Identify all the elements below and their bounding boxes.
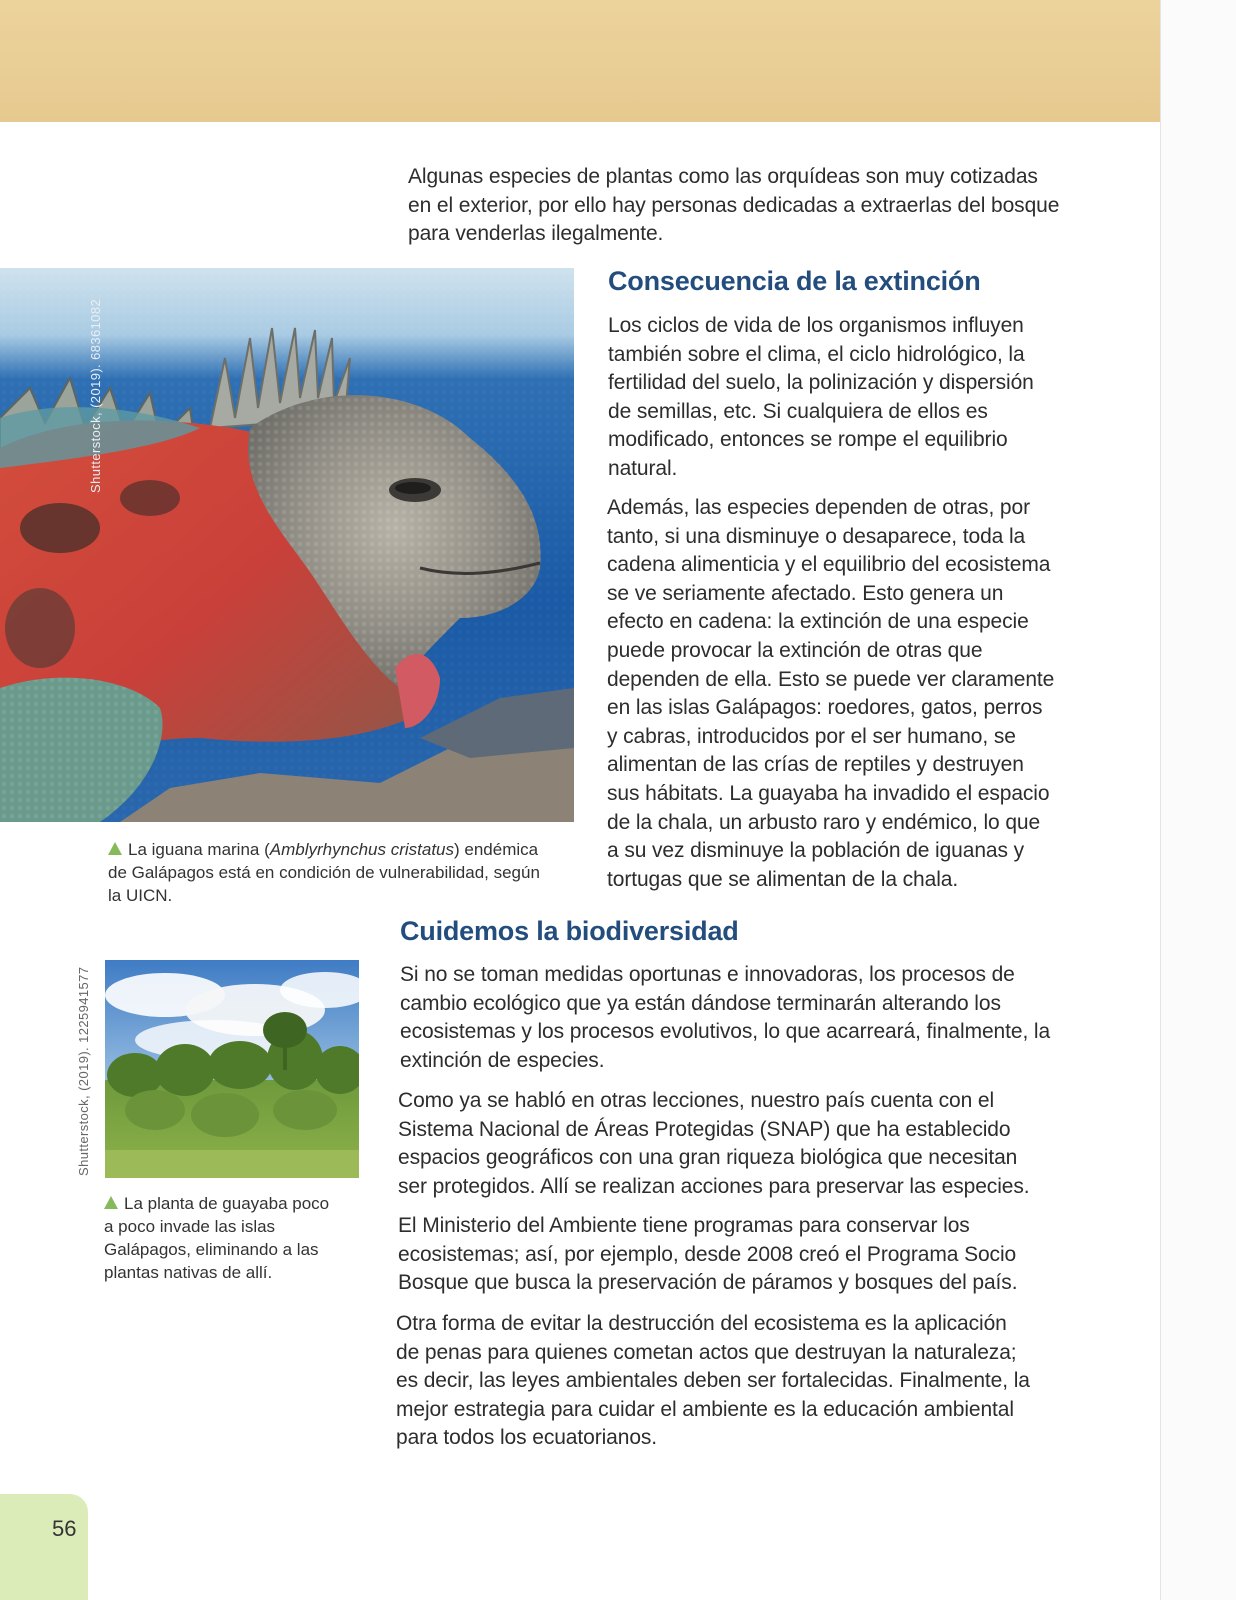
intro-line: para venderlas ilegalmente. <box>408 222 664 246</box>
photo-credit-guayaba: Shutterstock, (2019). 1225941577 <box>76 966 91 1176</box>
section-heading-extincion: Consecuencia de la extinción <box>608 266 981 296</box>
guayaba-caption: La planta de guayaba poco a poco invade las islas Galápagos, eliminando a las plantas nativas de allí. <box>104 1194 330 1282</box>
section-heading-biodiversidad: Cuidemos la biodiversidad <box>400 916 739 946</box>
photo-credit-iguana: Shutterstock, (2019). 68361082 <box>88 298 103 493</box>
scientific-name: Amblyrhynchus cristatus <box>269 840 454 859</box>
guayaba-illustration <box>105 960 359 1178</box>
intro-paragraph <box>408 163 1059 249</box>
header-band <box>0 0 1160 122</box>
iguana-photo <box>0 268 574 822</box>
paragraph: El Ministerio del Ambiente tiene programas para conservar los ecosistemas; así, por ejemplo, desde 2008 creó el Programa Socio Bosque que busca la preservación de páramos y bosques del país. <box>398 1214 1018 1295</box>
paragraph: Otra forma de evitar la destrucción del ecosistema es la aplicación de penas para quienes cometan actos que destruyan la naturaleza; es decir, las leyes ambientales deben ser fortalecidas. Finalmente, la mejor estrategia para cuidar el ambiente es la educación ambiental para todos los ecuatorianos. <box>396 1312 1030 1450</box>
iguana-caption: La iguana marina (Amblyrhynchus cristatus) endémica de Galápagos está en condición de vulnerabilidad, según la UICN. <box>108 840 540 905</box>
guayaba-photo <box>105 960 359 1178</box>
intro-line: Algunas especies de plantas como las orquídeas son muy cotizadas <box>408 165 1038 188</box>
intro-line: en el exterior, por ello hay personas dedicadas a extraerlas del bosque <box>408 193 1060 217</box>
triangle-marker-icon <box>104 1196 118 1209</box>
paragraph: Además, las especies dependen de otras, por tanto, si una disminuye o desaparece, toda la cadena alimenticia y el equilibrio del ecosistema se ve seriamente afectado. Esto genera un efecto en cadena: la extinción de una especie puede provocar la extinción de otras que dependen de ella. Esto se puede ver claramente en las islas Galápagos: roedores, gatos, perros y cabras, introducidos por el ser humano, se alimentan de las crías de reptiles y destruyen sus hábitats. La guayaba ha invadido el espacio de la chala, un arbusto raro y endémico, lo que a su vez disminuye la población de iguanas y tortugas que se alimentan de la chala. <box>607 496 1055 891</box>
paragraph: Como ya se habló en otras lecciones, nuestro país cuenta con el Sistema Nacional de Áreas Protegidas (SNAP) que ha establecido espacios geográficos con una gran riqueza biológica que necesitan ser protegidos. Allí se realizan acciones para preservar las especies. <box>398 1089 1030 1198</box>
paragraph: Si no se toman medidas oportunas e innovadoras, los procesos de cambio ecológico que ya están dándose terminarán alterando los ecosistemas y los procesos evolutivos, lo que acarreará, finalmente, la extinción de especies. <box>400 963 1051 1072</box>
page-number: 56 <box>52 1516 77 1541</box>
paragraph: Los ciclos de vida de los organismos influyen también sobre el clima, el ciclo hidrológico, la fertilidad del suelo, la polinización y dispersión de semillas, etc. Si cualquiera de ellos es modificado, entonces se rompe el equilibrio natural. <box>608 314 1034 480</box>
iguana-illustration <box>0 268 574 822</box>
page-number-tab <box>0 1494 88 1600</box>
page-edge <box>1160 0 1236 1600</box>
triangle-marker-icon <box>108 842 122 855</box>
